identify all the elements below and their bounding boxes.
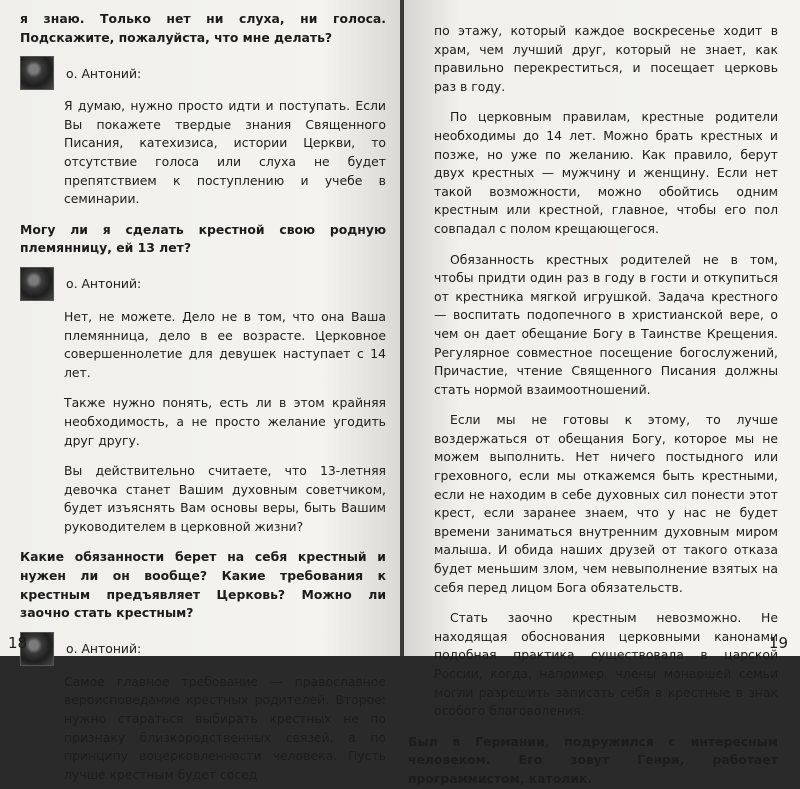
answer-2-paragraph-3: Вы действительно считаете, что 13-летняя девочка станет Вашим духовным советчиком, будет изъяснять Вам основы веры, быть Вашим руководителем в церковной жизни? <box>64 463 386 534</box>
left-page <box>0 0 402 782</box>
question-2: Могу ли я сделать крестной свою родную племянницу, ей 13 лет? <box>20 221 386 256</box>
answer-2-paragraph-1: Нет, не можете. Дело не в том, что она Ваша племянница, дело в ее возрасте. Церковное совершеннолетие для девушек наступает с 14 лет. <box>64 308 386 380</box>
question-3: Какие обязанности берет на себя крестный и нужен ли он вообще? Какие требования к крестным предъявляет Церковь? Можно ли заочно стать крестным? <box>20 549 386 621</box>
answer-3-paragraph-5: Стать заочно крестным невозможно. Не находящая обоснования церковными канонами подобная практика существовала в царской России, когда, например, члены монаршей семьи могли разрешить записать себя в крестные в знак особого благоволения. <box>434 610 778 719</box>
answer-1: Я думаю, нужно просто идти и поступать. Если Вы покажете твердые знания Священного Писания, катехизиса, истории Церкви, то отсутствие голоса или слуха не будет препятствием к поступлению и учебе в семинарии. <box>64 98 386 207</box>
answer-3-paragraph-3: Обязанность крестных родителей не в том, чтобы придти один раз в году в гости и откупиться от крестника мягкой игрушкой. Задача крестного — воспитать подопечного в христианской вере, о чем он дает обещание Богу в Таинстве Крещения. Регулярное совместное посещение богослужений, Причастие, чтение Священного Писания должны стать нормой взаимоотношений. <box>434 251 778 397</box>
page-number-left: 18 <box>8 634 28 652</box>
right-page <box>404 0 800 786</box>
answer-3-continuation: по этажу, который каждое воскресенье ходит в храм, чем лучший друг, который не знает, как правильно перекреститься, и посещает церковь раз в году. <box>434 23 778 94</box>
speaker-name: о. Антоний: <box>66 276 142 292</box>
right-page-text <box>408 22 778 789</box>
speaker-name: о. Антоний: <box>66 641 142 657</box>
priest-avatar <box>20 56 54 90</box>
speaker-row-1 <box>20 53 386 93</box>
priest-avatar <box>20 267 54 301</box>
question-1-tail: я знаю. Только нет ни слуха, ни голоса. Подскажите, пожалуйста, что мне делать? <box>20 11 386 45</box>
speaker-name: о. Антоний: <box>66 65 142 81</box>
answer-3-paragraph-4: Если мы не готовы к этому, то лучше воздержаться от обещания Богу, которое мы не можем выполнить. Нет ничего постыдного или греховного, если мы откажемся быть крестными, если не находим в себе духовных сил понести этот крест, если заранее знаем, что у нас не будет времени заниматься внутренним духовным миром малыша. И обида наших друзей от такого отказа будет меньшим злом, чем невыполнение взятых на себя перед лицом Бога обязательств. <box>434 412 778 595</box>
answer-2-paragraph-2: Также нужно понять, есть ли в этом крайняя необходимость, а не просто желание угодить друг другу. <box>64 395 386 448</box>
page-number-right: 19 <box>768 634 788 652</box>
speaker-row-2 <box>20 264 386 304</box>
left-page-text <box>20 10 386 784</box>
answer-3-paragraph-2: По церковным правилам, крестные родители необходимы до 14 лет. Можно брать крестных и позже, но уже по желанию. Как правило, берут двух крестных — мужчину и женщину. Если нет такой возможности, можно обойтись одним крестным или крестной, главное, чтобы его пол совпадал с полом крещающегося. <box>434 109 778 236</box>
speaker-row-3 <box>20 629 386 669</box>
answer-3-start: Самое главное требование — православное вероисповедание крестных родителей. Второе: нужно стараться выбирать крестных не по признаку близкородственных связей, а по принципу воцерковленности человека. Пусть лучше крестным будет сосед <box>64 673 386 782</box>
question-4: Был в Германии, подружился с интересным человеком. Его зовут Генри, работает программистом, католик. <box>408 733 778 786</box>
